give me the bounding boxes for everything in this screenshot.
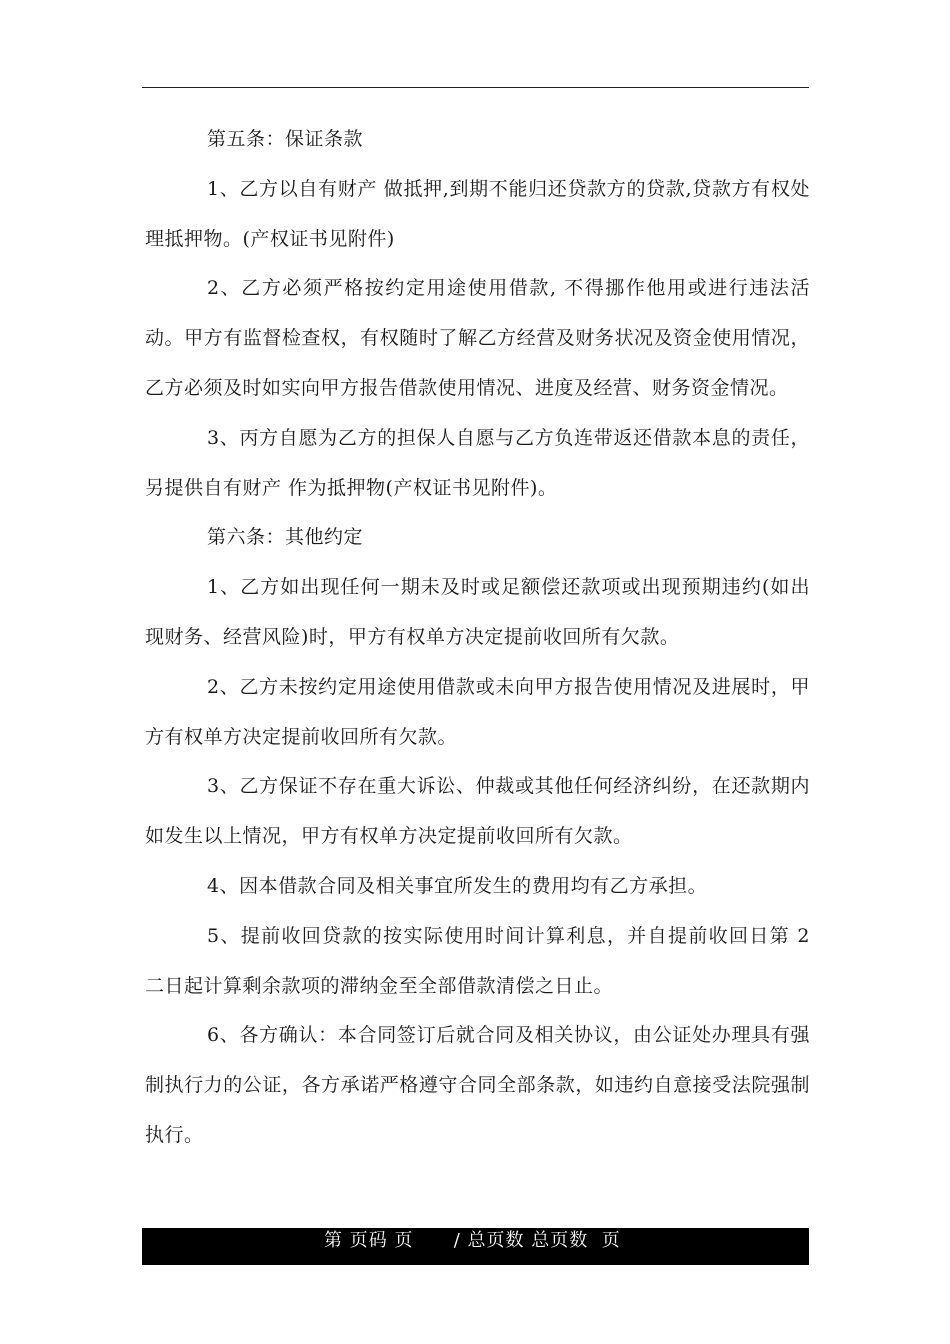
section-heading-6: 第六条：其他约定	[207, 526, 364, 549]
paragraph: 5、提前收回贷款的按实际使用时间计算利息，并自提前收回日第 2 二日起计算剩余款项的滞纳金至全部借款清偿之日止。	[145, 924, 810, 997]
document-body	[145, 115, 810, 1161]
section-heading-5: 第五条：保证条款	[207, 128, 364, 150]
paragraph: 3、丙方自愿为乙方的担保人自愿与乙方负连带返还借款本息的责任，另提供自有财产 作为抵押物(产权证书见附件)。	[145, 426, 810, 499]
paragraph: 1、乙方以自有财产 做抵押,到期不能归还贷款方的贷款,贷款方有权处理抵押物。(产权证书见附件)	[145, 177, 810, 250]
paragraph: 1、乙方如出现任何一期未及时或足额偿还款项或出现预期违约(如出现财务、经营风险)时，甲方有权单方决定提前收回所有欠款。	[145, 576, 810, 648]
page-number-text: 第 页码 页 / 总页数 总页数 页	[324, 1230, 621, 1251]
header-rule	[142, 87, 809, 88]
paragraph: 6、各方确认：本合同签订后就合同及相关协议，由公证处办理具有强制执行力的公证，各方承诺严格遵守合同全部条款，如违约自意接受法院强制执行。	[145, 1024, 810, 1146]
page-footer	[142, 1228, 809, 1265]
paragraph: 2、乙方必须严格按约定用途使用借款, 不得挪作他用或进行违法活动。甲方有监督检查权，有权随时了解乙方经营及财务状况及资金使用情况，乙方必须及时如实向甲方报告借款使用情况、进度及经营、财务资金情况。	[145, 277, 810, 399]
paragraph: 4、因本借款合同及相关事宜所发生的费用均有乙方承担。	[207, 874, 708, 897]
paragraph: 2、乙方未按约定用途使用借款或未向甲方报告使用情况及进展时，甲方有权单方决定提前收回所有欠款。	[145, 675, 810, 748]
paragraph: 3、乙方保证不存在重大诉讼、仲裁或其他任何经济纠纷，在还款期内如发生以上情况，甲方有权单方决定提前收回所有欠款。	[145, 775, 810, 848]
